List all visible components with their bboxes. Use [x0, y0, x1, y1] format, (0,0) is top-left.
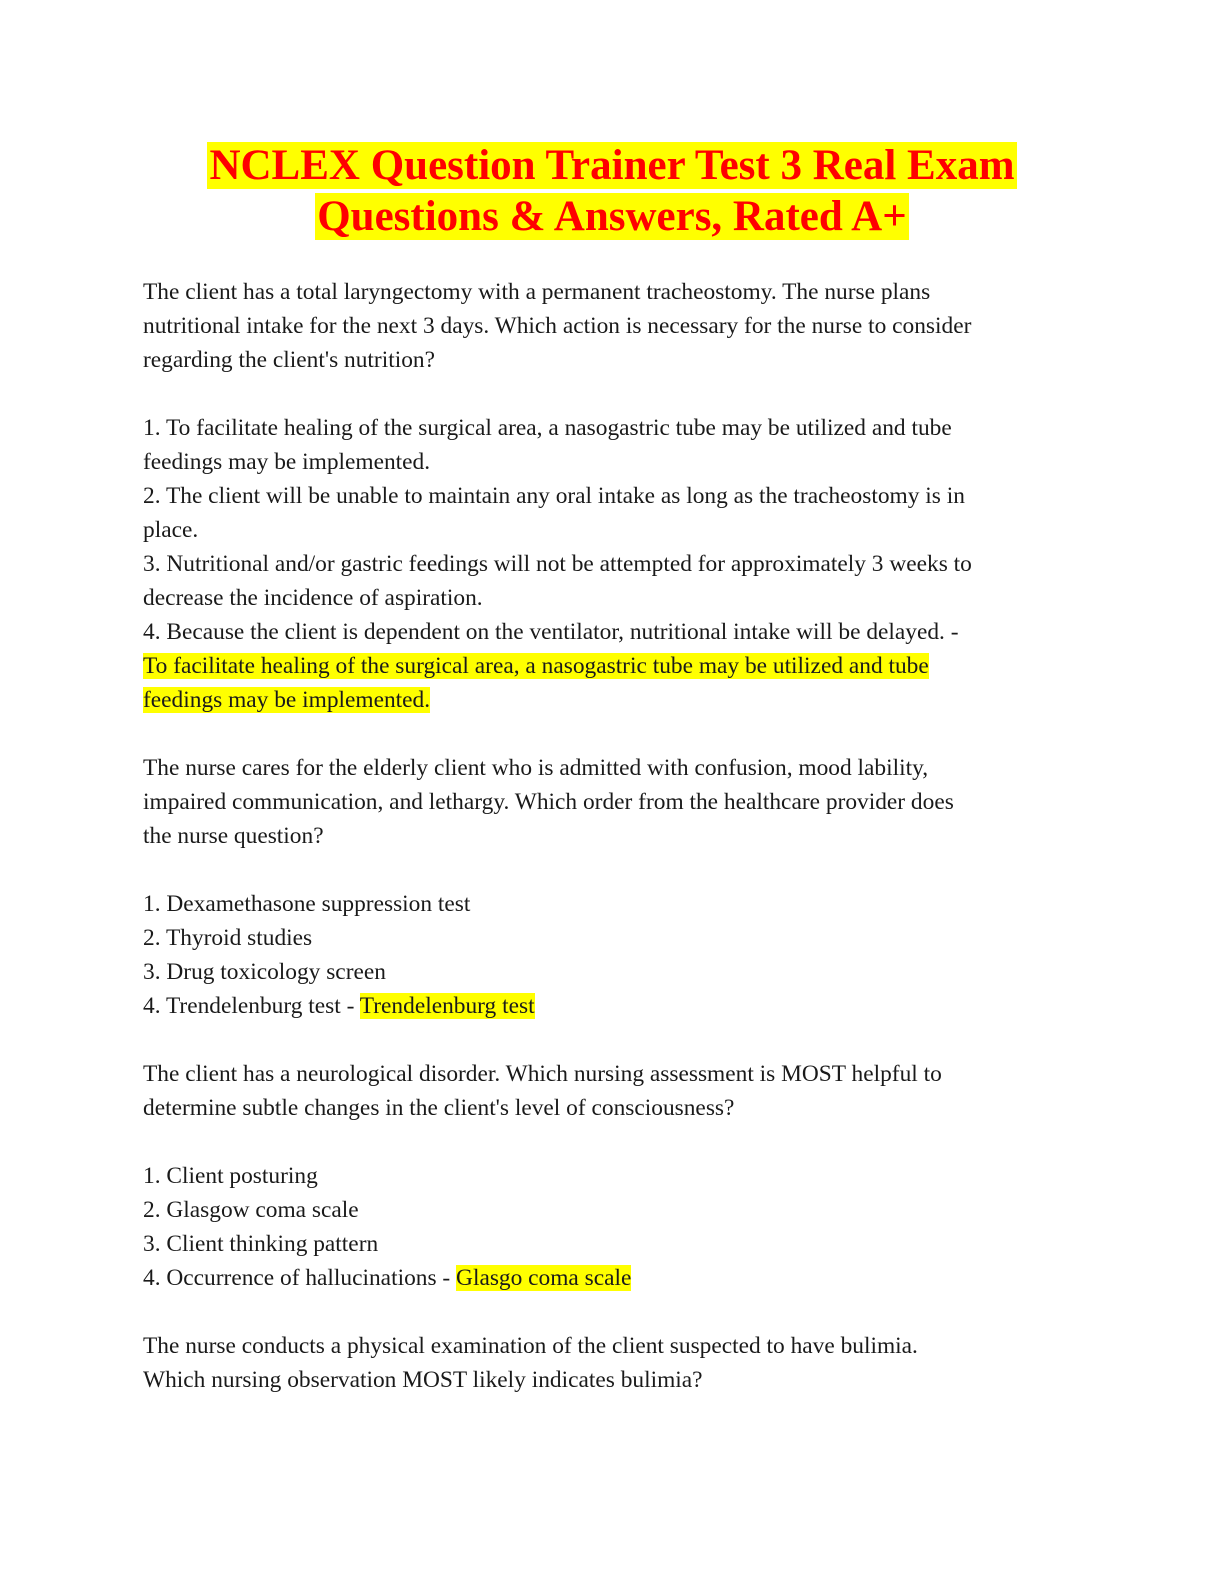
question-4-stem-line-2: Which nursing observation MOST likely indicates bulimia? — [143, 1367, 703, 1393]
question-1-options — [143, 411, 1083, 717]
question-3-stem-line-2: determine subtle changes in the client's level of consciousness? — [143, 1095, 735, 1121]
question-3-option-4-text: 4. Occurrence of hallucinations - — [143, 1265, 457, 1291]
question-1-option-line-4: place. — [143, 517, 199, 543]
title-line-1: NCLEX Question Trainer Test 3 Real Exam — [209, 142, 1015, 189]
question-2-option-4-text: 4. Trendelenburg test - — [143, 993, 360, 1019]
question-1-option-line-2: feedings may be implemented. — [143, 449, 431, 475]
question-1-option-line-7: 4. Because the client is dependent on the ventilator, nutritional intake will be delayed. - — [143, 619, 959, 645]
title-line-2: Questions & Answers, Rated A+ — [317, 193, 907, 240]
question-2-stem-line-2: impaired communication, and lethargy. Which order from the healthcare provider does — [143, 789, 954, 815]
question-1 — [143, 275, 1083, 377]
question-3-answer: Glasgo coma scale — [456, 1265, 632, 1291]
question-3 — [143, 1057, 1083, 1125]
question-1-answer-line-1: To facilitate healing of the surgical area, a nasogastric tube may be utilized and tube — [143, 653, 929, 679]
question-2-stem-line-1: The nurse cares for the elderly client who is admitted with confusion, mood lability, — [143, 755, 929, 781]
question-4-stem-line-1: The nurse conducts a physical examination of the client suspected to have bulimia. — [143, 1333, 918, 1359]
question-1-stem-line-2: nutritional intake for the next 3 days. Which action is necessary for the nurse to consider — [143, 313, 972, 339]
question-2-answer: Trendelenburg test — [359, 993, 535, 1019]
question-1-option-line-5: 3. Nutritional and/or gastric feedings will not be attempted for approximately 3 weeks to — [143, 551, 972, 577]
question-2-option-1: 1. Dexamethasone suppression test — [143, 891, 471, 917]
question-1-option-line-6: decrease the incidence of aspiration. — [143, 585, 483, 611]
question-2-option-3: 3. Drug toxicology screen — [143, 959, 386, 985]
question-3-option-3: 3. Client thinking pattern — [143, 1231, 379, 1257]
document-body — [143, 275, 1083, 1397]
question-2-options — [143, 887, 1083, 1023]
question-1-stem-line-1: The client has a total laryngectomy with a permanent tracheostomy. The nurse plans — [143, 279, 931, 305]
question-2-option-4 — [143, 989, 1083, 1023]
question-1-option-line-1: 1. To facilitate healing of the surgical area, a nasogastric tube may be utilized and tube — [143, 415, 952, 441]
question-3-stem-line-1: The client has a neurological disorder. Which nursing assessment is MOST helpful to — [143, 1061, 942, 1087]
question-1-answer-line-2: feedings may be implemented. — [143, 687, 431, 713]
question-3-options — [143, 1159, 1083, 1295]
question-3-option-2: 2. Glasgow coma scale — [143, 1197, 359, 1223]
question-1-option-line-3: 2. The client will be unable to maintain any oral intake as long as the tracheostomy is in — [143, 483, 965, 509]
question-1-stem-line-3: regarding the client's nutrition? — [143, 347, 435, 373]
question-4 — [143, 1329, 1083, 1397]
question-3-option-1: 1. Client posturing — [143, 1163, 318, 1189]
question-2-option-2: 2. Thyroid studies — [143, 925, 313, 951]
question-3-option-4 — [143, 1261, 1083, 1295]
question-2 — [143, 751, 1083, 853]
document-title — [0, 140, 1224, 242]
question-2-stem-line-3: the nurse question? — [143, 823, 324, 849]
